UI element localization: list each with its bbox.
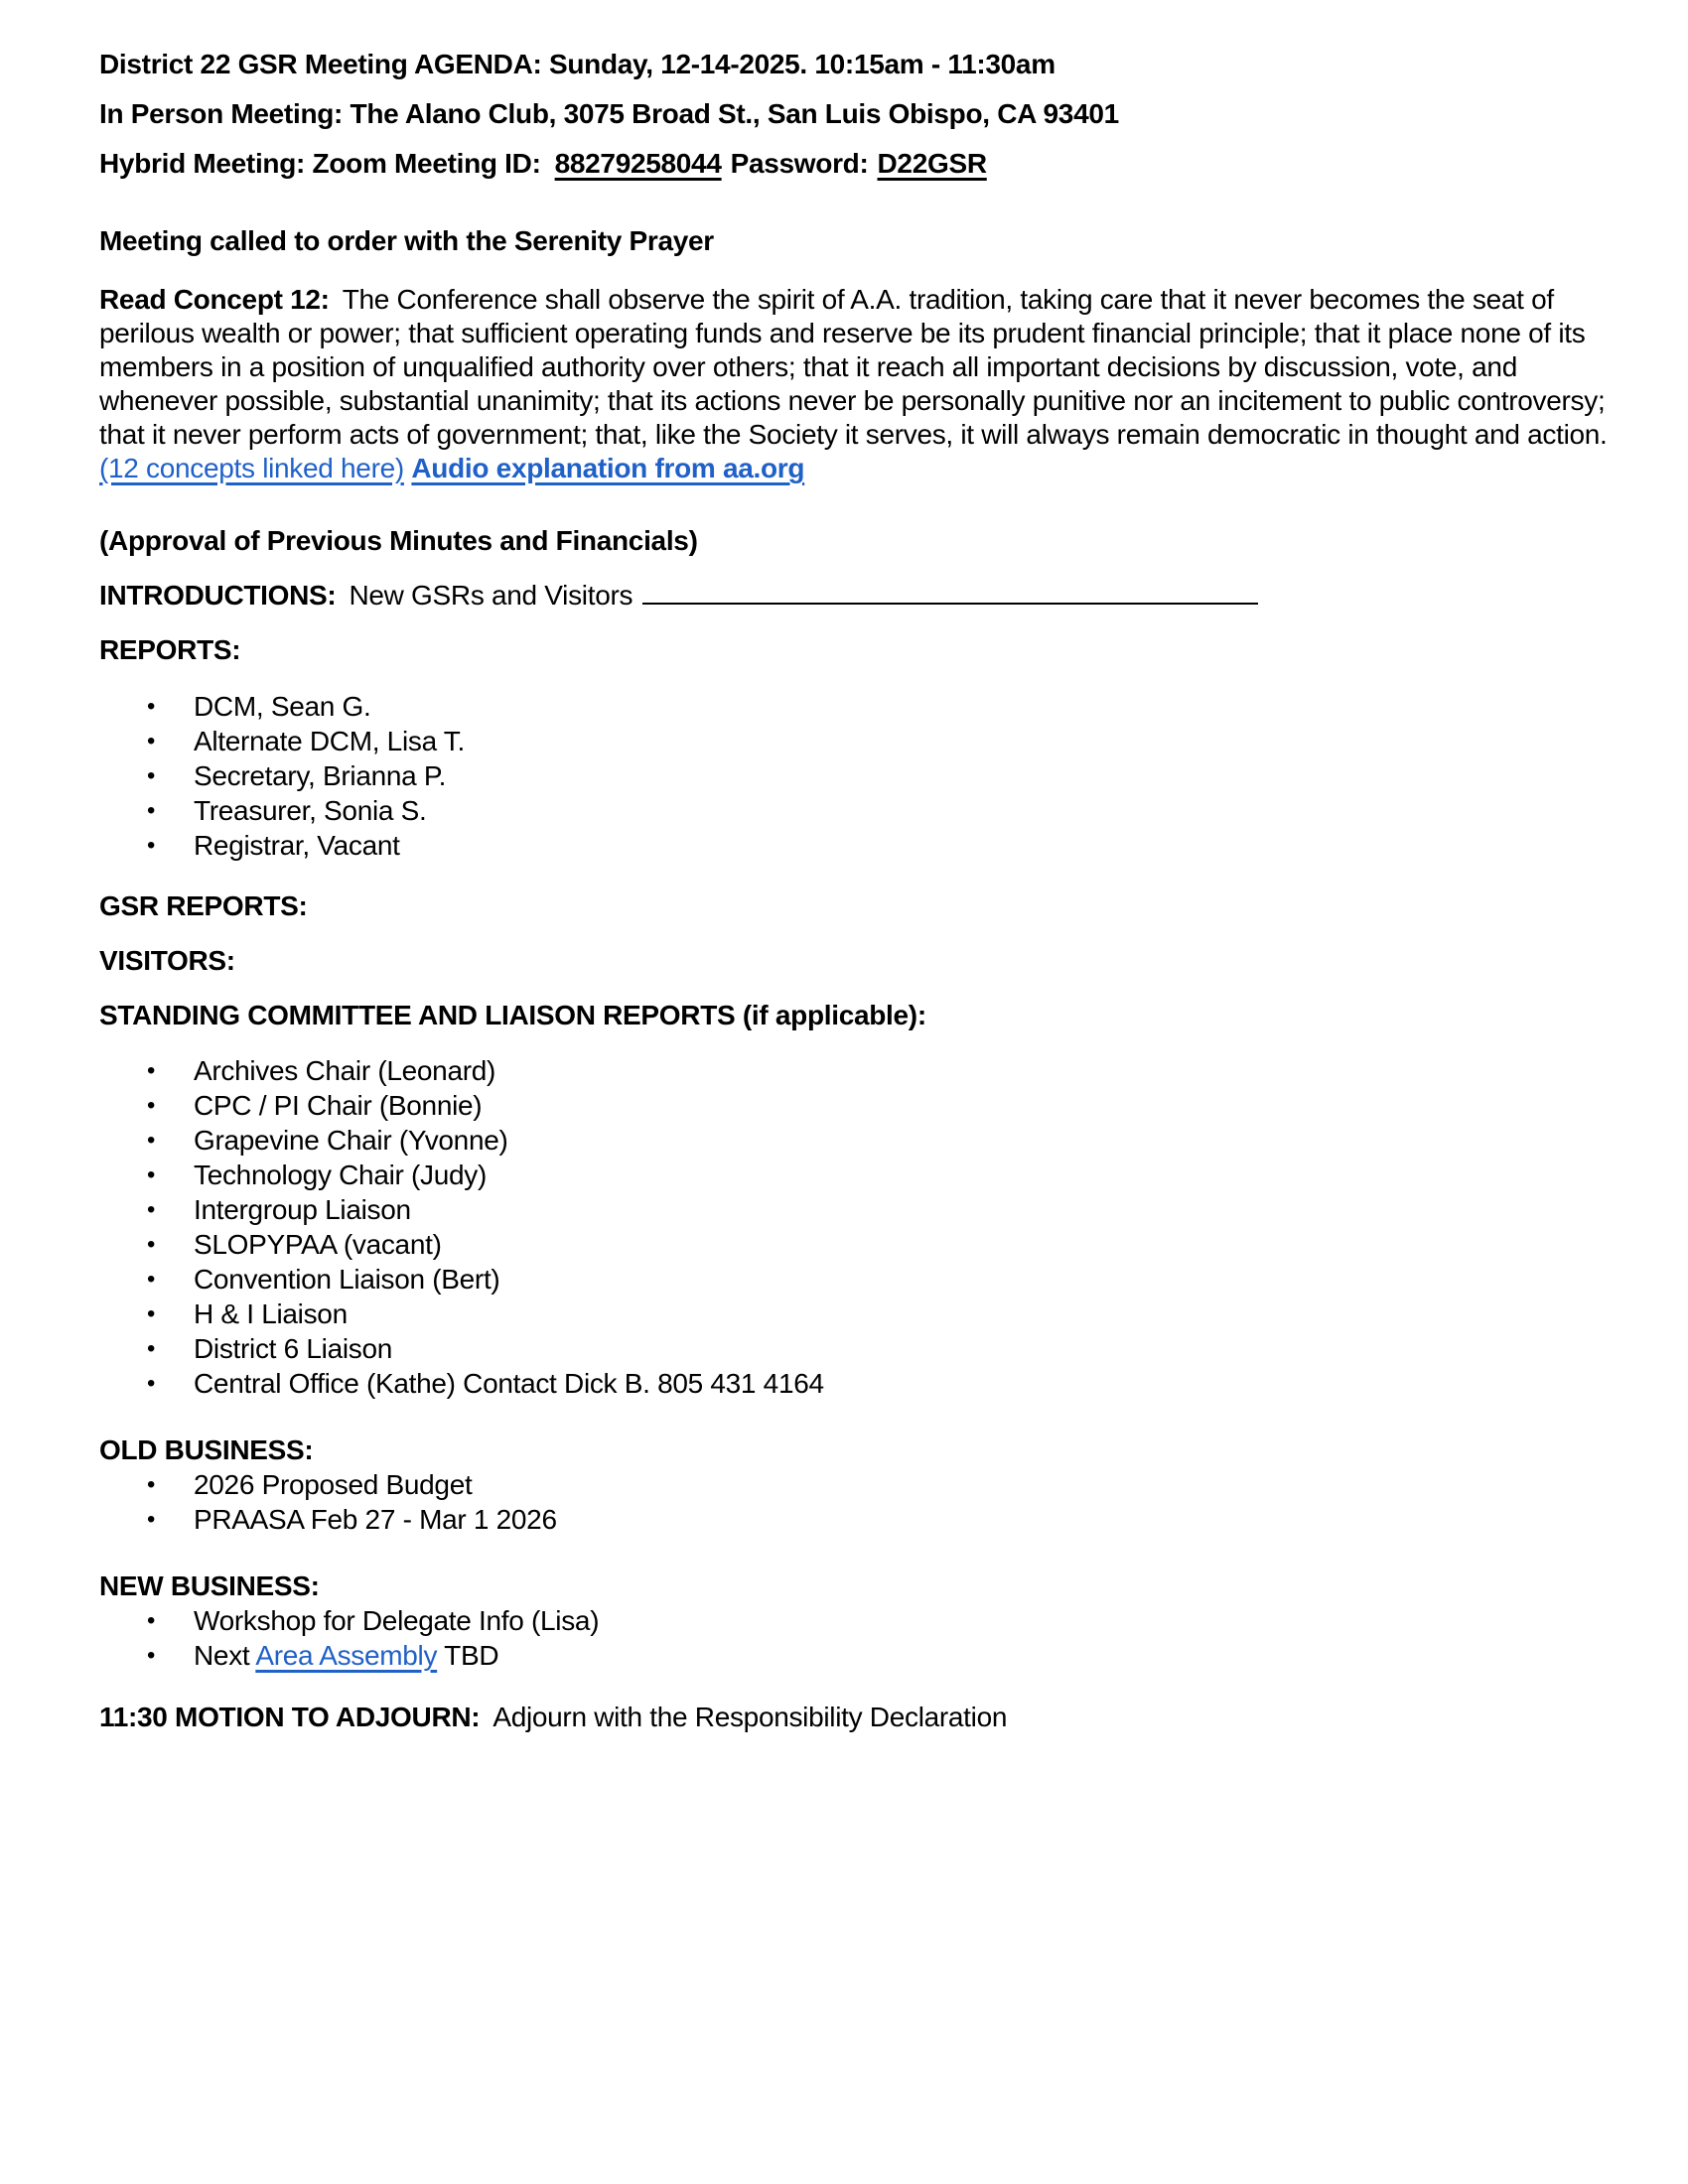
adjourn-text: Adjourn with the Responsibility Declaration: [492, 1702, 1008, 1732]
adjourn-line: [99, 1701, 1609, 1734]
concept-12-label: Read Concept 12:: [99, 284, 330, 315]
standing-committee-list: [99, 1053, 1609, 1401]
hybrid-meeting-label: Hybrid Meeting: Zoom Meeting ID:: [99, 148, 541, 179]
list-item: • 2026 Proposed Budget: [147, 1467, 1609, 1502]
approval-line: (Approval of Previous Minutes and Financials): [99, 525, 698, 556]
concept-12-text: The Conference shall observe the spirit of A.A. tradition, taking care that it never becomes the seat of perilous wealth or power; that sufficient operating funds and reserve be its prudent financial principle; that it place none of its members in a position of unqualified authority over others; that it reach all important decisions by discussion, vote, and whenever possible, substantial unanimity; that its actions never be personally punitive nor an incitement to public controversy; that it never perform acts of government; that, like the Society it serves, it will always remain democratic in thought and action.: [99, 284, 1608, 450]
concept-12-paragraph: [99, 283, 1609, 485]
audio-explanation-link[interactable]: Audio explanation from aa.org: [411, 453, 805, 483]
list-item: • CPC / PI Chair (Bonnie): [147, 1088, 1609, 1123]
adjourn-label: 11:30 MOTION TO ADJOURN:: [99, 1702, 481, 1732]
list-item: • Technology Chair (Judy): [147, 1158, 1609, 1192]
new-business-list: [99, 1603, 1609, 1673]
list-item: • Registrar, Vacant: [147, 828, 1609, 863]
list-item: • SLOPYPAA (vacant): [147, 1227, 1609, 1262]
list-item: • Workshop for Delegate Info (Lisa): [147, 1603, 1609, 1638]
new-business-heading: NEW BUSINESS:: [99, 1570, 320, 1601]
list-item: • PRAASA Feb 27 - Mar 1 2026: [147, 1502, 1609, 1537]
list-item: • Grapevine Chair (Yvonne): [147, 1123, 1609, 1158]
visitors-heading: VISITORS:: [99, 945, 235, 976]
old-business-heading: OLD BUSINESS:: [99, 1434, 314, 1465]
list-item: • District 6 Liaison: [147, 1331, 1609, 1366]
in-person-meeting-line: In Person Meeting: The Alano Club, 3075 Broad St., San Luis Obispo, CA 93401: [99, 98, 1119, 129]
officer-reports-list: [99, 689, 1609, 863]
hybrid-meeting-line: [99, 147, 1609, 181]
list-item: • H & I Liaison: [147, 1297, 1609, 1331]
list-item: • Archives Chair (Leonard): [147, 1053, 1609, 1088]
list-item: • Treasurer, Sonia S.: [147, 793, 1609, 828]
next-assembly-prefix: Next: [194, 1640, 256, 1671]
standing-committee-heading: STANDING COMMITTEE AND LIAISON REPORTS (if applicable):: [99, 1000, 926, 1030]
introductions-line: [99, 579, 1609, 613]
meeting-password: D22GSR: [877, 148, 987, 179]
list-item: • DCM, Sean G.: [147, 689, 1609, 724]
fill-in-blank: [642, 601, 1258, 605]
list-item: • Alternate DCM, Lisa T.: [147, 724, 1609, 758]
zoom-meeting-id: 88279258044: [554, 148, 722, 179]
list-item: • Intergroup Liaison: [147, 1192, 1609, 1227]
gsr-reports-heading: GSR REPORTS:: [99, 890, 308, 921]
list-item: • Central Office (Kathe) Contact Dick B. 805 431 4164: [147, 1366, 1609, 1401]
list-item: [147, 1638, 1609, 1673]
area-assembly-link[interactable]: Area Assembly: [255, 1640, 438, 1671]
list-item: • Secretary, Brianna P.: [147, 758, 1609, 793]
password-label: Password:: [730, 148, 869, 179]
old-business-list: [99, 1467, 1609, 1537]
twelve-concepts-link[interactable]: (12 concepts linked here): [99, 453, 404, 483]
next-assembly-suffix: TBD: [437, 1640, 499, 1671]
list-item: • Convention Liaison (Bert): [147, 1262, 1609, 1297]
doc-title: District 22 GSR Meeting AGENDA: Sunday, 12-14-2025. 10:15am - 11:30am: [99, 49, 1055, 79]
introductions-label: INTRODUCTIONS:: [99, 580, 337, 611]
introductions-text: New GSRs and Visitors: [349, 580, 633, 611]
call-to-order-line: Meeting called to order with the Serenity Prayer: [99, 225, 714, 256]
reports-heading: REPORTS:: [99, 634, 241, 665]
